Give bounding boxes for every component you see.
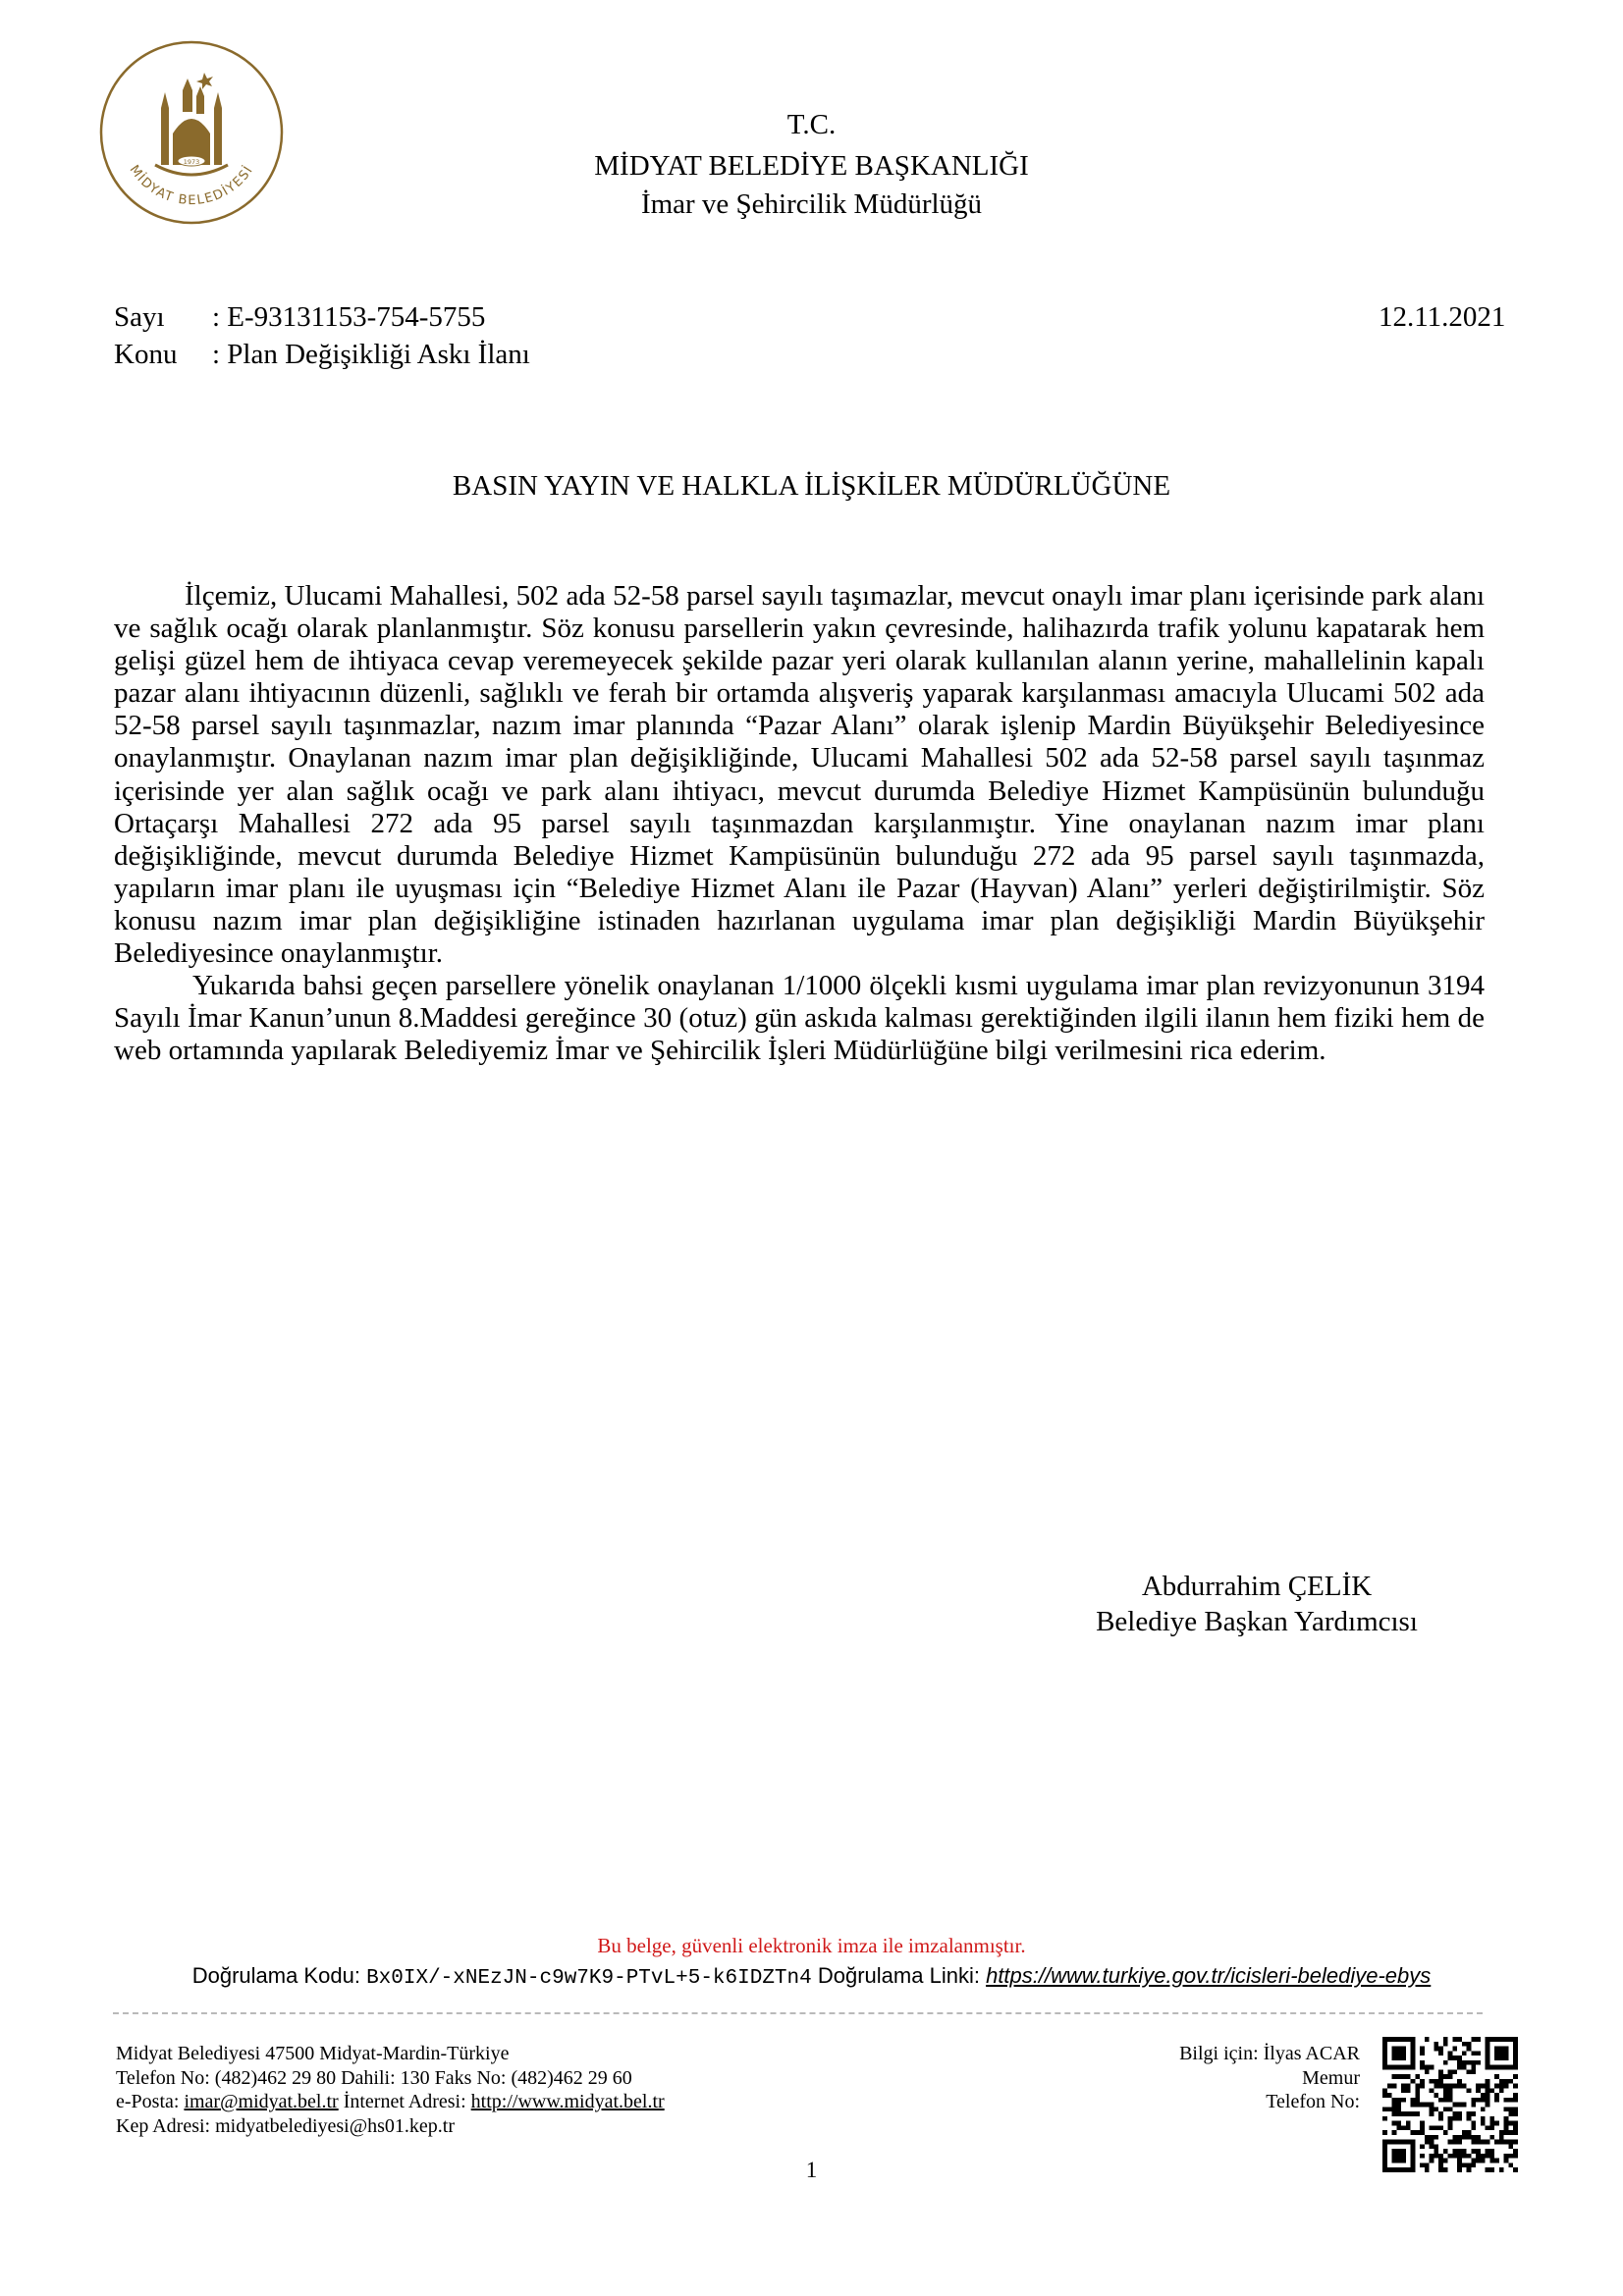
signature-block (1060, 1569, 1453, 1639)
page-number: 1 (805, 2158, 818, 2182)
logo-arc-text: MİDYAT BELEDİYESİ (126, 162, 257, 209)
info-contact-phone: Telefon No: (1266, 2091, 1360, 2112)
web-link[interactable]: http://www.midyat.bel.tr (470, 2091, 665, 2112)
footer-kep: Kep Adresi: midyatbelediyesi@hs01.kep.tr (116, 2114, 456, 2137)
footer-divider (113, 2012, 1483, 2014)
recipient: BASIN YAYIN VE HALKLA İLİŞKİLER MÜDÜRLÜĞÜNE (452, 470, 1171, 502)
verification-code: Bx0IX/-xNEzJN-c9w7K9-PTvL+5-k6IDZTn4 (366, 1967, 812, 1990)
sayi-value: : E-93131153-754-5755 (212, 301, 486, 333)
header-department: İmar ve Şehircilik Müdürlüğü (640, 188, 983, 220)
verification-code-label: Doğrulama Kodu: (191, 1963, 360, 1988)
footer-email-web (116, 2090, 665, 2114)
info-contact-role: Memur (1302, 2066, 1360, 2089)
email-label: e-Posta: (116, 2091, 180, 2112)
header-institution: MİDYAT BELEDİYE BAŞKANLIĞI (594, 150, 1029, 182)
signatory-name: Abdurrahim ÇELİK (1141, 1571, 1373, 1602)
web-label: İnternet Adresi: (343, 2091, 466, 2112)
verification-link[interactable]: https://www.turkiye.gov.tr/icisleri-belediye-ebys (986, 1963, 1432, 1988)
footer-contact (116, 2042, 665, 2138)
footer-address: Midyat Belediyesi 47500 Midyat-Mardin-Türkiye (116, 2043, 510, 2064)
letter-body (114, 580, 1485, 1067)
e-signature-note: Bu belge, güvenli elektronik imza ile imzalanmıştır. (597, 1934, 1026, 1957)
header-tc: T.C. (786, 109, 837, 140)
verification-link-label: Doğrulama Linki: (817, 1963, 980, 1988)
sayi-label: Sayı (114, 301, 165, 333)
body-paragraph-2: Yukarıda bahsi geçen parsellere yönelik onaylanan 1/1000 ölçekli kısmi uygulama imar plan revizyonunun 3194 Sayılı İmar Kanun’unun 8.Maddesi gereğince 30 (otuz) gün askıda kalması gerektiğinden ilgili ilanın hem fiziki hem de web ortamında yapılarak Belediyemiz İmar ve Şehircilik İşleri Müdürlüğüne bilgi verilmesini rica ederim. (114, 970, 1485, 1067)
verification-line (0, 1963, 1623, 1990)
footer-info (1060, 2042, 1360, 2114)
konu-label: Konu (114, 339, 178, 370)
document-date: 12.11.2021 (1379, 301, 1506, 333)
meta-konu (114, 337, 530, 372)
body-paragraph-1: İlçemiz, Ulucami Mahallesi, 502 ada 52-58 parsel sayılı taşımazlar, mevcut onaylı imar planı içerisinde park alanı ve sağlık ocağı olarak planlanmıştır. Söz konusu parsellerin yakın çevresinde, halihazırda trafik yolunu kapatarak hem gelişi güzel hem de ihtiyaca cevap veremeyecek şekilde pazar yeri olarak kullanılan alanın yerine, mahallelinin kapalı pazar alanı ihtiyacının düzenli, sağlıklı ve ferah bir ortamda alışveriş yaparak karşılanması amacıyla Ulucami 502 ada 52-58 parsel sayılı taşınmazlar, nazım imar planında “Pazar Alanı” olarak işlenip Mardin Büyükşehir Belediyesince onaylanmıştır. Onaylanan nazım imar plan değişikliğinde, Ulucami Mahallesi 502 ada 52-58 parsel sayılı taşınmaz içerisinde yer alan sağlık ocağı ve park alanı ihtiyacı, mevcut durumda Belediye Hizmet Kampüsünün bulunduğu Ortaçarşı Mahallesi 272 ada 95 parsel sayılı taşınmazdan karşılanmıştır. Yine onaylanan nazım imar planı değişikliğinde, mevcut durumda Belediye Hizmet Kampüsünün bulunduğu 272 ada 95 parsel sayılı taşınmazda, yapıların imar planı ile uyuşması için “Belediye Hizmet Alanı ile Pazar (Hayvan) Alanı” yerleri değiştirilmiştir. Söz konusu nazım imar plan değişikliğine istinaden hazırlanan uygulama imar plan değişikliği Mardin Büyükşehir Belediyesince onaylanmıştır. (114, 580, 1485, 970)
email-link[interactable]: imar@midyat.bel.tr (184, 2091, 339, 2112)
footer-phone: Telefon No: (482)462 29 80 Dahili: 130 Faks No: (482)462 29 60 (116, 2066, 632, 2089)
qr-code (1382, 2037, 1518, 2172)
info-contact-person: Bilgi için: İlyas ACAR (1179, 2043, 1360, 2064)
meta-sayi (114, 299, 485, 335)
logo-year: 1973 (183, 158, 200, 166)
konu-value: : Plan Değişikliği Askı İlanı (212, 339, 530, 370)
signatory-title: Belediye Başkan Yardımcısı (1096, 1606, 1418, 1637)
